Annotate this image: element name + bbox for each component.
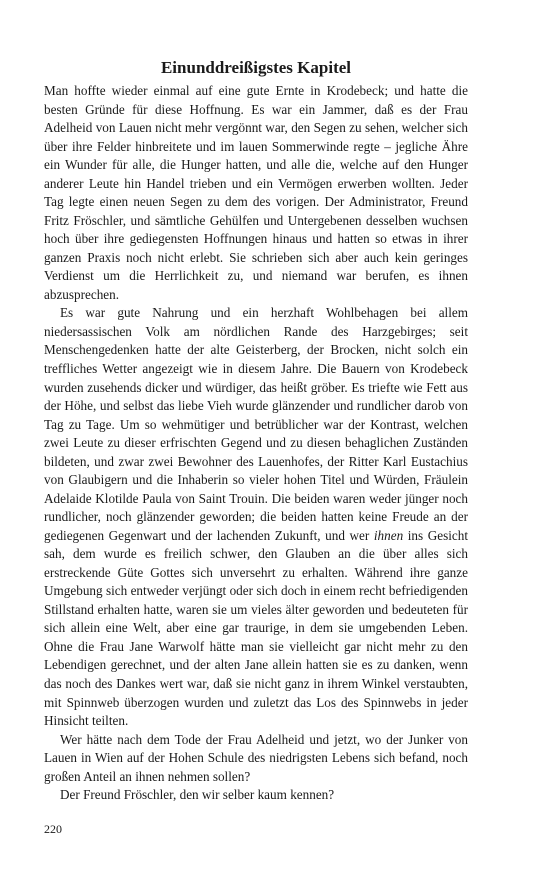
paragraph-3 [44,731,468,787]
chapter-title: Einunddreißigstes Kapitel [160,58,352,77]
chapter-body [44,82,468,805]
paragraph-text: Man hoffte wieder einmal auf eine gute Ernte in Krodebeck; und hatte die besten Gründe für diese Hoffnung. Es war ein Jammer, daß es der Frau Adelheid von Lauen nicht mehr vergönnt war, den Segen zu sehen, welcher sich über ihre Felder hinbreitete und im lauen Sommerwinde regte – jegliche Ähre ein Wunder für alle, die Hunger hatten, und alle die, welche auf den Hunger anderer Leute hin Handel trieben und ein Vermögen erwerben wollten. Jeder Tag legte einen neuen Segen zu dem des vorigen. Der Administrator, Freund Fritz Fröschler, und sämtliche Gehülfen und Untergebenen desselben wuchsen hoch über ihre gediegensten Hoffnungen hinaus und hatten so etwas in ihrer ganzen Praxis noch nicht erlebt. Sie schrieben sich aber auch kein geringes Verdienst um die Herrlichkeit zu, und niemand war berufen, es ihnen abzusprechen. [44,83,468,302]
book-page [44,0,468,880]
paragraph-1 [44,82,468,304]
paragraph-text: ins Gesicht sah, dem wurde es freilich schwer, den Glauben an die über alles sich erstreckende Güte Gottes sich unversehrt zu erhalten. Während ihre ganze Umgebung sich entweder verjüngt oder sich doch in einem recht befriedigenden Stillstand erhalten hatte, waren sie um vieles älter geworden und bedeuteten für sich allein eine Welt, aber eine gar traurige, in dem sie umgebenden Leben. Ohne die Frau Jane Warwolf hätte man sie vielleicht gar nicht mehr zu den Lebendigen gerechnet, und der alten Jane allein hatten sie es zu danken, wenn das noch des Dankes wert war, daß sie nicht ganz in ihrem Winkel verstaubten, mit Spinnweb überzogen wurden und zuletzt das Los des Spinnwebs in jeder Hinsicht teilten. [44,527,468,729]
emphasized-word: ihnen [373,527,404,543]
paragraph-text: Wer hätte nach dem Tode der Frau Adelheid und jetzt, wo der Junker von Lauen in Wien auf der Hohen Schule des niedrigsten Lebens sich befand, noch großen Anteil an ihnen nehmen sollen? [44,731,468,784]
paragraph-text: Der Freund Fröschler, den wir selber kaum kennen? [60,787,335,803]
paragraph-2 [44,304,468,730]
page-number: 220 [44,822,62,836]
paragraph-text: Es war gute Nahrung und ein herzhaft Wohlbehagen bei allem niedersassischen Volk am nördlichen Rande des Harzgebirges; seit Menschengedenken hatte der alte Geisterberg, der Brocken, nicht solch ein treffliches Wetter angezeigt wie in diesem Jahre. Die Bauern von Krodebeck wurden zusehends dicker und würdiger, das heißt gröber. Es triefte wie Fett aus der Höhe, und selbst das liebe Vieh wurde glänzender und rundlicher darob von Tag zu Tage. Um so wehmütiger und betrüblicher war der Kontrast, welchen zwei Leute zu dieser erfrischten Gegend und zu diesen behaglichen Zuständen bildeten, und zwar zwei Bewohner des Lauenhofes, der Ritter Karl Eustachius von Glaubigern und die Inhaberin so vieler hohen Titel und Würden, Fräulein Adelaide Klotilde Paula von Saint Trouin. Die beiden waren weder jünger noch rundlicher, noch glänzender geworden; die beiden hatten keine Freude an der gediegenen Gegenwart und der lachenden Zukunft, und wer [44,305,468,543]
paragraph-4 [44,786,468,805]
